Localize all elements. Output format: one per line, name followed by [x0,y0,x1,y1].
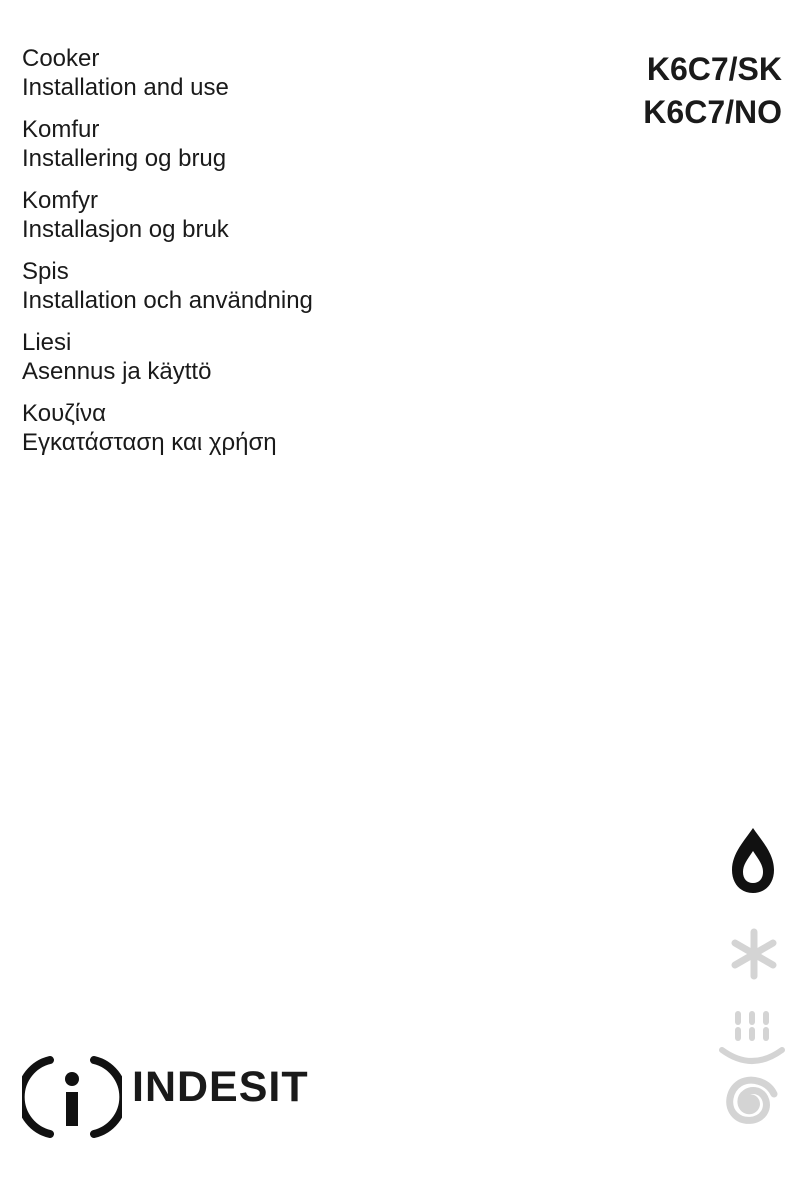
title-subtitle: Asennus ja käyttö [22,358,212,385]
title-group-danish [22,115,582,173]
title-heading: Liesi [22,329,72,356]
title-subtitle: Εγκατάσταση και χρήση [22,429,277,456]
title-subtitle: Installation and use [22,74,229,101]
title-subtitle: Installasjon og bruk [22,216,229,243]
title-group-finnish [22,328,582,386]
title-heading: Cooker [22,45,100,72]
title-group-swedish [22,257,582,315]
heat-waves-icon [716,1008,788,1068]
title-group-english [22,44,582,102]
snowflake-icon [728,928,780,980]
title-subtitle: Installation och användning [22,287,313,314]
brand-name: INDESIT [132,1063,309,1111]
title-heading: Spis [22,258,69,285]
title-group-norwegian [22,186,582,244]
model-number: K6C7/NO [643,94,782,130]
title-list [22,44,582,470]
title-heading: Komfyr [22,187,99,214]
model-numbers [643,48,782,134]
model-number: K6C7/SK [646,51,782,87]
spiral-icon [718,1070,782,1134]
title-group-greek [22,399,582,457]
title-heading: Κουζίνα [22,400,106,427]
indesit-brand-logo [22,1046,322,1146]
title-subtitle: Installering og brug [22,145,227,172]
indesit-i-logo-icon [22,1046,122,1146]
gas-flame-icon [728,826,778,896]
title-heading: Komfur [22,116,100,143]
